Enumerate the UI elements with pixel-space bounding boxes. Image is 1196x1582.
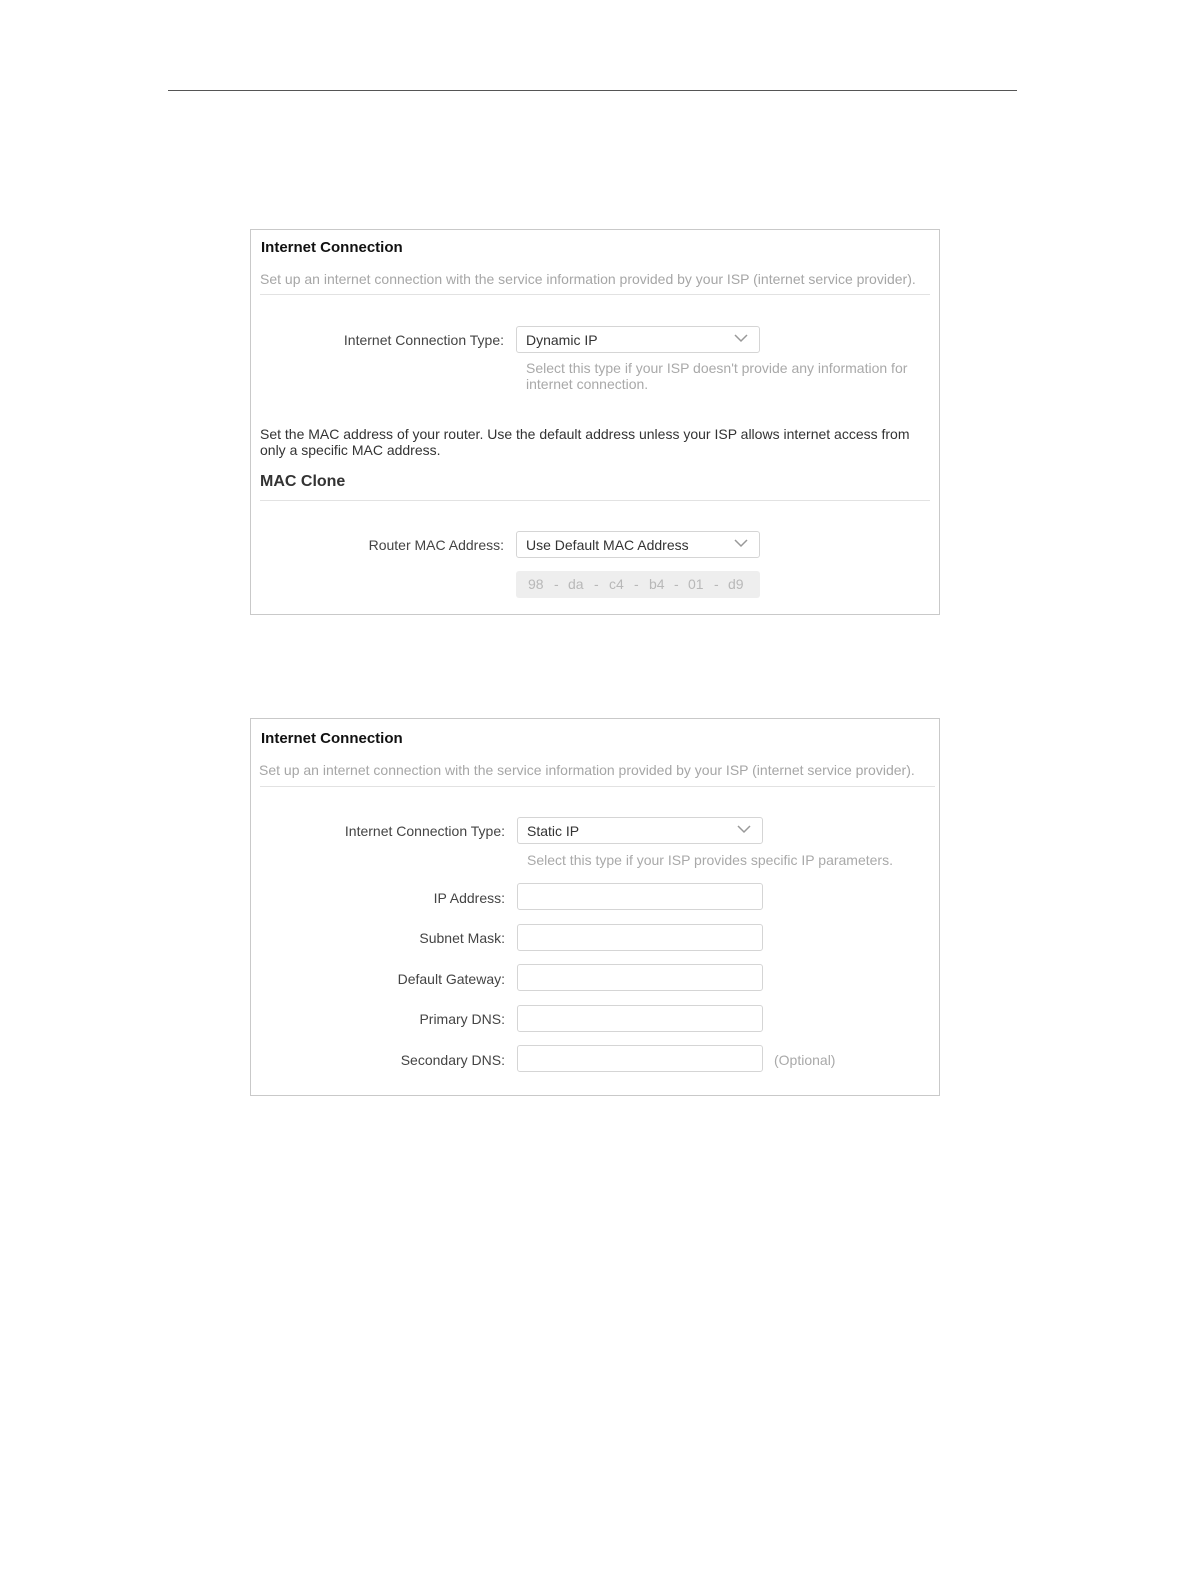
- mac-separator: -: [674, 576, 679, 592]
- connection-type-hint: Select this type if your ISP provides specific IP parameters.: [527, 852, 893, 868]
- router-mac-select[interactable]: [516, 531, 760, 558]
- mac-octet: c4: [609, 576, 624, 592]
- mac-address-display: [516, 571, 760, 598]
- panel-description: Set up an internet connection with the service information provided by your ISP (internet service provider).: [260, 271, 916, 287]
- connection-type-value: Static IP: [527, 823, 580, 839]
- connection-type-select[interactable]: [516, 326, 760, 353]
- chevron-down-icon: [737, 825, 751, 834]
- mac-separator: -: [554, 576, 559, 592]
- internet-connection-panel-dynamic: [250, 229, 940, 615]
- router-mac-value: Use Default MAC Address: [526, 537, 689, 553]
- mac-clone-heading: MAC Clone: [260, 473, 346, 490]
- mac-address-note: Set the MAC address of your router. Use the default address unless your ISP allows internet access from only a specific MAC address.: [260, 426, 910, 458]
- panel-title: Internet Connection: [261, 730, 403, 747]
- subnet-mask-label: Subnet Mask:: [419, 930, 505, 946]
- ip-address-label: IP Address:: [433, 890, 505, 906]
- mac-octet: b4: [649, 576, 665, 592]
- router-mac-label: Router MAC Address:: [368, 537, 504, 553]
- divider: [260, 500, 930, 501]
- mac-octet: da: [568, 576, 584, 592]
- secondary-dns-input[interactable]: [517, 1045, 763, 1072]
- mac-separator: -: [714, 576, 719, 592]
- mac-octet: 01: [688, 576, 704, 592]
- divider: [260, 786, 935, 787]
- panel-description: Set up an internet connection with the service information provided by your ISP (internet service provider).: [259, 762, 915, 778]
- chevron-down-icon: [734, 334, 748, 343]
- primary-dns-input[interactable]: [517, 1005, 763, 1032]
- page-header-rule: [168, 90, 1017, 91]
- default-gateway-label: Default Gateway:: [397, 971, 505, 987]
- secondary-dns-label: Secondary DNS:: [400, 1052, 505, 1068]
- panel-title: Internet Connection: [261, 239, 403, 256]
- mac-separator: -: [594, 576, 599, 592]
- primary-dns-label: Primary DNS:: [419, 1011, 505, 1027]
- default-gateway-input[interactable]: [517, 964, 763, 991]
- connection-type-hint: Select this type if your ISP doesn't provide any information for internet connection.: [526, 360, 908, 392]
- ip-address-input[interactable]: [517, 883, 763, 910]
- connection-type-value: Dynamic IP: [526, 332, 598, 348]
- internet-connection-panel-static: [250, 718, 940, 1096]
- chevron-down-icon: [734, 539, 748, 548]
- optional-hint: (Optional): [774, 1052, 836, 1068]
- subnet-mask-input[interactable]: [517, 924, 763, 951]
- connection-type-label: Internet Connection Type:: [343, 332, 504, 348]
- connection-type-select[interactable]: [517, 817, 763, 844]
- mac-separator: -: [634, 576, 639, 592]
- connection-type-label: Internet Connection Type:: [344, 823, 505, 839]
- mac-octet: d9: [728, 576, 744, 592]
- mac-octet: 98: [528, 576, 544, 592]
- divider: [260, 294, 930, 295]
